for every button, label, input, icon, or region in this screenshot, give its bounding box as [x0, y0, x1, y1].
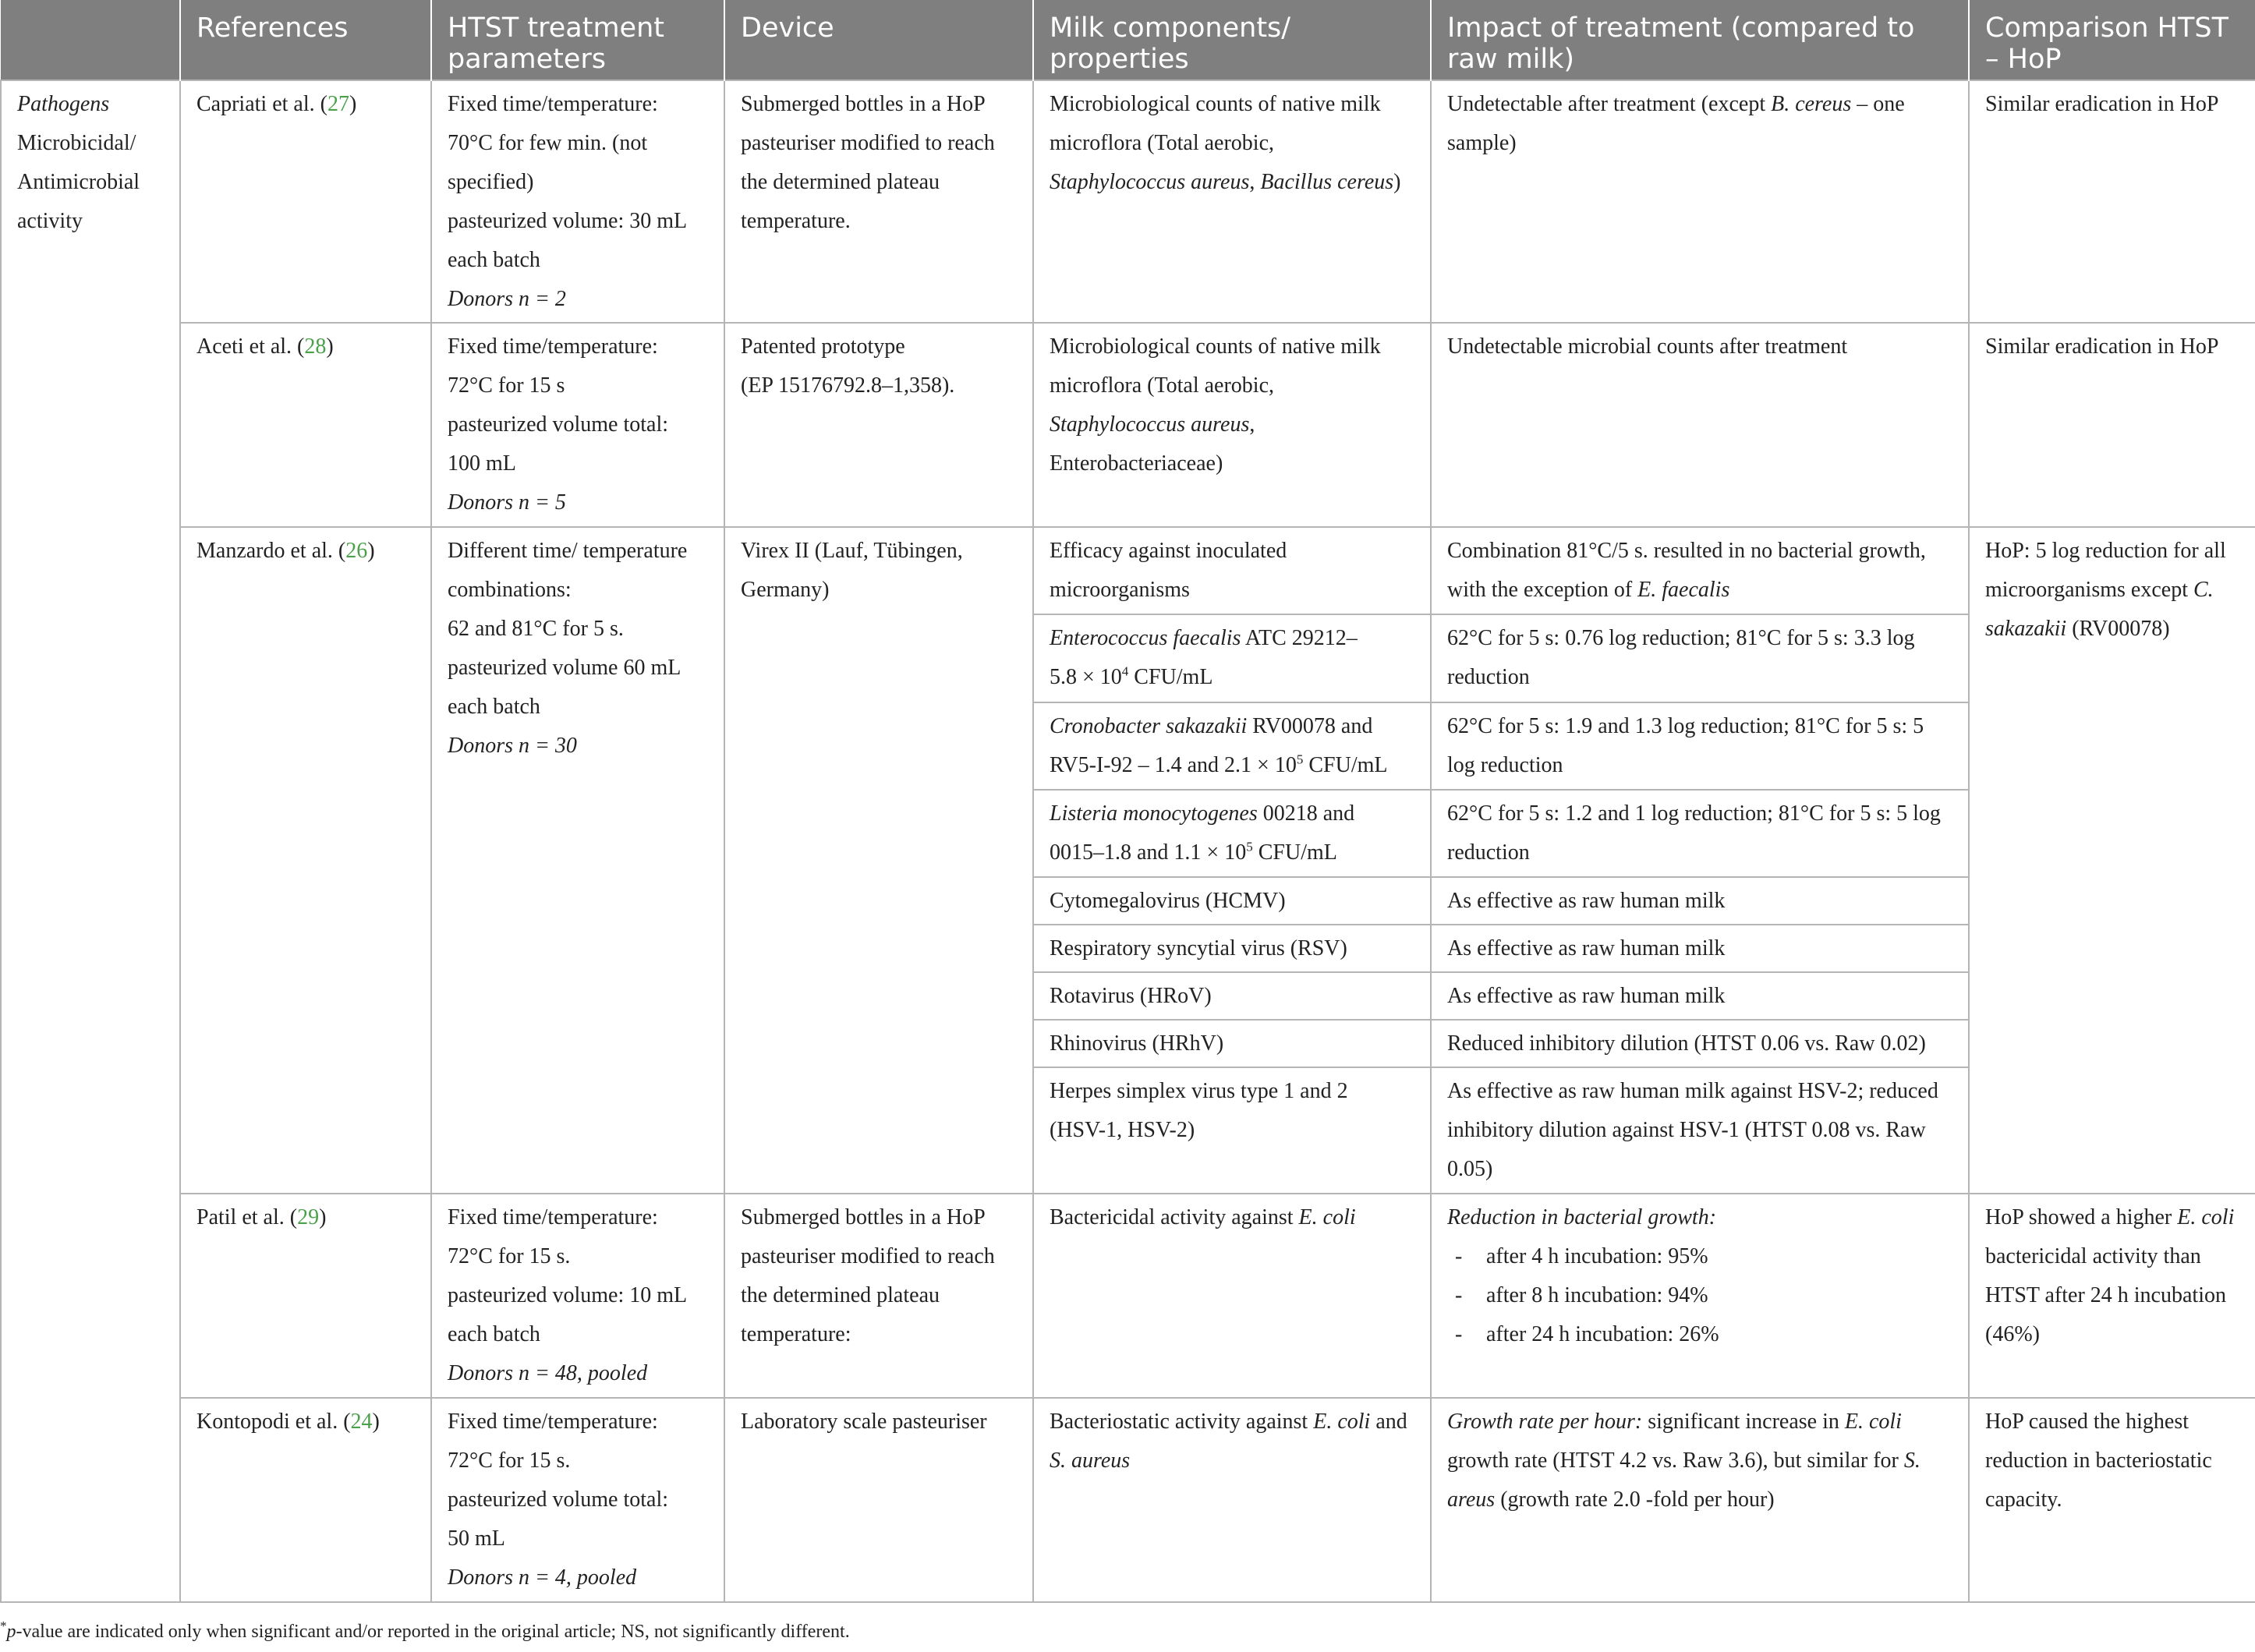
components-text: Bactericidal activity against [1050, 1205, 1299, 1229]
components-line: (HSV-1, HSV-2) [1050, 1118, 1195, 1142]
components-line: Efficacy against inoculated [1050, 539, 1287, 563]
count-text: 0015–1.8 and 1.1 × 10 [1050, 840, 1247, 865]
param-line: 62 and 81°C for 5 s. [448, 617, 624, 641]
comparison-line: capacity. [1985, 1488, 2062, 1512]
components-line [1050, 707, 1414, 746]
components-line: microflora (Total aerobic, [1050, 131, 1275, 155]
organism-name: E. coli [1313, 1410, 1371, 1434]
parameters-cell [431, 1194, 724, 1398]
impact-cell [1431, 702, 1969, 790]
param-line: 50 mL [448, 1526, 505, 1551]
components-line: microorganisms [1050, 578, 1190, 602]
table-body [1, 80, 2255, 1602]
components-cell [1033, 614, 1431, 702]
components-line: microflora (Total aerobic, [1050, 373, 1275, 398]
impact-heading: Reduction in bacterial growth: [1447, 1205, 1717, 1229]
reference-author: Aceti et al. ( [196, 334, 305, 359]
unit-text: CFU/mL [1252, 840, 1337, 865]
category-line: Antimicrobial [17, 170, 140, 194]
device-line: temperature: [741, 1322, 851, 1346]
category-line: activity [17, 209, 83, 233]
parameters-cell [431, 527, 724, 1194]
param-line: pasteurized volume: 30 mL [448, 209, 688, 233]
reference-cell [180, 1398, 431, 1602]
table-row [1, 1398, 2255, 1602]
unit-text: CFU/mL [1128, 665, 1213, 689]
components-line [1050, 405, 1414, 444]
comparison-cell: Similar eradication in HoP [1969, 323, 2255, 527]
comparison-line [1985, 610, 2239, 649]
exponent: 5 [1246, 839, 1253, 854]
reference-author: Kontopodi et al. ( [196, 1410, 351, 1434]
device-cell [724, 527, 1033, 1194]
device-line: Submerged bottles in a HoP [741, 92, 986, 116]
param-line: 72°C for 15 s. [448, 1244, 571, 1268]
table-row [1, 527, 2255, 614]
param-line: pasteurized volume: 10 mL [448, 1283, 688, 1307]
device-cell [724, 323, 1033, 527]
param-line: each batch [448, 1322, 540, 1346]
param-line: 100 mL [448, 451, 516, 476]
param-line: each batch [448, 248, 540, 272]
organism-name: Staphylococcus aureus [1050, 412, 1250, 437]
comparison-cell [1969, 1398, 2255, 1602]
components-line: Enterobacteriaceae) [1050, 451, 1223, 476]
device-line: the determined plateau [741, 170, 940, 194]
device-line: Patented prototype [741, 334, 905, 359]
list-item [1447, 1276, 1952, 1315]
organism-name: S. [1903, 1449, 1920, 1473]
comparison-text: (RV00078) [2066, 617, 2170, 641]
list-item [1447, 1315, 1952, 1354]
impact-line: 62°C for 5 s: 1.9 and 1.3 log reduction; 81°C for 5 s: 5 [1447, 714, 1924, 738]
table-row [1, 1194, 2255, 1398]
parameters-cell [431, 323, 724, 527]
components-cell [1033, 80, 1431, 323]
param-line: Fixed time/temperature: [448, 334, 658, 359]
reference-author: Manzardo et al. ( [196, 539, 346, 563]
reference-cell [180, 1194, 431, 1398]
param-line: 72°C for 15 s [448, 373, 565, 398]
components-cell: Rotavirus (HRoV) [1033, 972, 1431, 1020]
reference-author: Capriati et al. ( [196, 92, 327, 116]
count-text: 5.8 × 10 [1050, 665, 1122, 689]
category-line: Microbicidal/ [17, 131, 136, 155]
organism-name: Listeria monocytogenes [1050, 801, 1258, 826]
components-cell [1033, 527, 1431, 614]
impact-cell [1431, 527, 1969, 614]
separator: , [1249, 170, 1261, 194]
impact-cell [1431, 790, 1969, 877]
components-cell [1033, 702, 1431, 790]
components-line: Microbiological counts of native milk [1050, 334, 1381, 359]
impact-cell [1431, 1398, 1969, 1602]
device-cell: Laboratory scale pasteuriser [724, 1398, 1033, 1602]
footnote-star: * [0, 1618, 7, 1633]
organism-name: E. faecalis [1637, 578, 1730, 602]
device-line: the determined plateau [741, 1283, 940, 1307]
strain-text: RV00078 and [1247, 714, 1373, 738]
comparison-cell [1969, 1194, 2255, 1398]
components-line [1050, 833, 1414, 872]
close-paren: ) [1393, 170, 1401, 194]
dash-bullet: - [1455, 1322, 1463, 1346]
table-header [1, 0, 2255, 80]
reference-link[interactable]: 28 [304, 334, 327, 359]
reference-close: ) [349, 92, 357, 116]
components-cell: Respiratory syncytial virus (RSV) [1033, 925, 1431, 972]
impact-line: As effective as raw human milk against HSV-2; reduced [1447, 1079, 1938, 1103]
param-line: pasteurized volume total: [448, 1488, 669, 1512]
impact-text: growth rate (HTST 4.2 vs. Raw 3.6), but similar for [1447, 1449, 1904, 1473]
components-line [1050, 794, 1414, 833]
param-line: pasteurized volume 60 mL [448, 656, 681, 680]
category-cell [1, 80, 180, 1602]
device-line: temperature. [741, 209, 851, 233]
components-line [1050, 163, 1414, 202]
comparison-cell: Similar eradication in HoP [1969, 80, 2255, 323]
device-line: (EP 15176792.8–1,358). [741, 373, 955, 398]
param-line: Fixed time/temperature: [448, 92, 658, 116]
impact-line: log reduction [1447, 753, 1563, 777]
device-line: Germany) [741, 578, 830, 602]
components-cell [1033, 790, 1431, 877]
components-line [1050, 619, 1414, 658]
table-footnote [0, 1618, 850, 1643]
header-device: Device [724, 0, 1033, 80]
header-empty [1, 0, 180, 80]
impact-line [1447, 571, 1952, 610]
comparison-line: HoP caused the highest [1985, 1410, 2190, 1434]
reference-close: ) [367, 539, 375, 563]
header-references: References [180, 0, 431, 80]
header-row [1, 0, 2255, 80]
footnote-text: -value are indicated only when significant and/or reported in the original article; NS, not significantly different. [16, 1622, 850, 1642]
impact-text: with the exception of [1447, 578, 1638, 602]
components-line: S. aureus [1050, 1449, 1131, 1473]
table-row [1, 80, 2255, 323]
reference-link[interactable]: 27 [327, 92, 349, 116]
parameters-cell [431, 80, 724, 323]
header-impact: Impact of treatment (compared to raw milk) [1431, 0, 1969, 80]
components-line: Herpes simplex virus type 1 and 2 [1050, 1079, 1348, 1103]
components-text: and [1370, 1410, 1407, 1434]
impact-cell: As effective as raw human milk [1431, 972, 1969, 1020]
impact-line [1447, 85, 1952, 124]
header-milk-components: Milk components/ properties [1033, 0, 1431, 80]
impact-cell: Undetectable microbial counts after treatment [1431, 323, 1969, 527]
param-line: 70°C for few min. (not [448, 131, 648, 155]
impact-cell [1431, 80, 1969, 323]
impact-line: reduction [1447, 665, 1530, 689]
parameters-cell [431, 1398, 724, 1602]
components-cell [1033, 323, 1431, 527]
reference-cell [180, 527, 431, 1194]
reference-cell [180, 80, 431, 323]
header-htst-parameters: HTST treatment parameters [431, 0, 724, 80]
dash-bullet: - [1455, 1283, 1463, 1307]
comparison-text: HoP showed a higher [1985, 1205, 2178, 1229]
organism-name: areus [1447, 1488, 1496, 1512]
strain-text: 00218 and [1257, 801, 1355, 826]
device-cell [724, 1194, 1033, 1398]
components-cell: Rhinovirus (HRhV) [1033, 1020, 1431, 1067]
impact-line: 62°C for 5 s: 0.76 log reduction; 81°C for 5 s: 3.3 log [1447, 626, 1915, 650]
list-item-text: after 4 h incubation: 95% [1486, 1244, 1708, 1268]
param-line: each batch [448, 695, 540, 719]
reference-close: ) [372, 1410, 380, 1434]
comparison-line: (46%) [1985, 1322, 2040, 1346]
donors-line: Donors n = 30 [448, 734, 577, 758]
impact-cell: As effective as raw human milk [1431, 925, 1969, 972]
donors-line: Donors n = 2 [448, 287, 566, 311]
impact-cell [1431, 1067, 1969, 1194]
donors-line: Donors n = 48, pooled [448, 1361, 648, 1385]
param-line: 72°C for 15 s. [448, 1449, 571, 1473]
donors-line: Donors n = 5 [448, 490, 566, 515]
device-line: Submerged bottles in a HoP [741, 1205, 986, 1229]
strain-text: ATC 29212– [1241, 626, 1358, 650]
comparison-line: HoP: 5 log reduction for all [1985, 539, 2226, 563]
category-line: Pathogens [17, 92, 110, 116]
impact-text: – one [1851, 92, 1905, 116]
dash-bullet: - [1455, 1244, 1463, 1268]
separator: , [1249, 412, 1255, 437]
organism-name: C. [2193, 578, 2214, 602]
count-text: RV5-I-92 – 1.4 and 2.1 × 10 [1050, 753, 1297, 777]
organism-name: Staphylococcus aureus [1050, 170, 1250, 194]
organism-name: E. coli [1844, 1410, 1902, 1434]
comparison-cell [1969, 527, 2255, 1194]
footnote-p: p [6, 1622, 16, 1642]
comparison-text: microorganisms except [1985, 578, 2193, 602]
impact-cell [1431, 614, 1969, 702]
impact-line: inhibitory dilution against HSV-1 (HTST 0.08 vs. Raw [1447, 1118, 1926, 1142]
comparison-line: bactericidal activity than [1985, 1244, 2201, 1268]
reference-author: Patil et al. ( [196, 1205, 298, 1229]
impact-line: 62°C for 5 s: 1.2 and 1 log reduction; 81°C for 5 s: 5 log [1447, 801, 1941, 826]
comparison-line: HTST after 24 h incubation [1985, 1283, 2226, 1307]
impact-line: 0.05) [1447, 1157, 1493, 1181]
impact-cell: As effective as raw human milk [1431, 877, 1969, 925]
organism-name: E. coli [2177, 1205, 2235, 1229]
components-line: Microbiological counts of native milk [1050, 92, 1381, 116]
organism-name: B. cereus [1771, 92, 1852, 116]
impact-cell [1431, 1194, 1969, 1398]
impact-text: significant increase in [1642, 1410, 1845, 1434]
list-item-text: after 24 h incubation: 26% [1486, 1322, 1719, 1346]
components-cell [1033, 1194, 1431, 1398]
impact-line [1447, 1480, 1952, 1519]
reference-link[interactable]: 24 [350, 1410, 373, 1434]
param-line: Fixed time/temperature: [448, 1410, 658, 1434]
device-line: Virex II (Lauf, Tübingen, [741, 539, 963, 563]
reference-cell [180, 323, 431, 527]
reference-link[interactable]: 26 [345, 539, 368, 563]
impact-text: (growth rate 2.0 -fold per hour) [1495, 1488, 1775, 1512]
donors-line: Donors n = 4, pooled [448, 1565, 637, 1590]
comparison-line [1985, 571, 2239, 610]
components-cell: Cytomegalovirus (HCMV) [1033, 877, 1431, 925]
comparison-line: reduction in bacteriostatic [1985, 1449, 2212, 1473]
organism-name: Cronobacter sakazakii [1050, 714, 1248, 738]
components-text: Bacteriostatic activity against [1050, 1410, 1314, 1434]
unit-text: CFU/mL [1303, 753, 1388, 777]
impact-cell: Reduced inhibitory dilution (HTST 0.06 vs. Raw 0.02) [1431, 1020, 1969, 1067]
param-line: specified) [448, 170, 534, 194]
param-line: Fixed time/temperature: [448, 1205, 658, 1229]
list-item [1447, 1237, 1952, 1276]
components-line [1050, 746, 1414, 785]
impact-line [1447, 1403, 1952, 1442]
organism-name: sakazakii [1985, 617, 2067, 641]
organism-name: E. coli [1298, 1205, 1356, 1229]
header-comparison: Comparison HTST – HoP [1969, 0, 2255, 80]
param-line: Different time/ temperature [448, 539, 688, 563]
components-cell [1033, 1067, 1431, 1194]
organism-name: Bacillus cereus [1260, 170, 1394, 194]
organism-name: Enterococcus faecalis [1050, 626, 1241, 650]
device-cell [724, 80, 1033, 323]
reference-close: ) [326, 334, 334, 359]
components-line [1050, 658, 1414, 697]
reference-link[interactable]: 29 [297, 1205, 320, 1229]
exponent: 4 [1121, 663, 1129, 679]
reference-close: ) [319, 1205, 327, 1229]
list-item-text: after 8 h incubation: 94% [1486, 1283, 1708, 1307]
param-line: combinations: [448, 578, 572, 602]
impact-text: Undetectable after treatment (except [1447, 92, 1772, 116]
components-line [1050, 1403, 1414, 1442]
impact-line [1447, 1442, 1952, 1480]
components-cell [1033, 1398, 1431, 1602]
impact-line: Combination 81°C/5 s. resulted in no bacterial growth, [1447, 539, 1926, 563]
device-line: pasteuriser modified to reach [741, 1244, 995, 1268]
table-row [1, 323, 2255, 527]
impact-line: sample) [1447, 131, 1517, 155]
impact-heading: Growth rate per hour: [1447, 1410, 1643, 1434]
param-line: pasteurized volume total: [448, 412, 669, 437]
impact-line: reduction [1447, 840, 1530, 865]
device-line: pasteuriser modified to reach [741, 131, 995, 155]
comparison-line [1985, 1198, 2239, 1237]
exponent: 5 [1296, 752, 1304, 767]
